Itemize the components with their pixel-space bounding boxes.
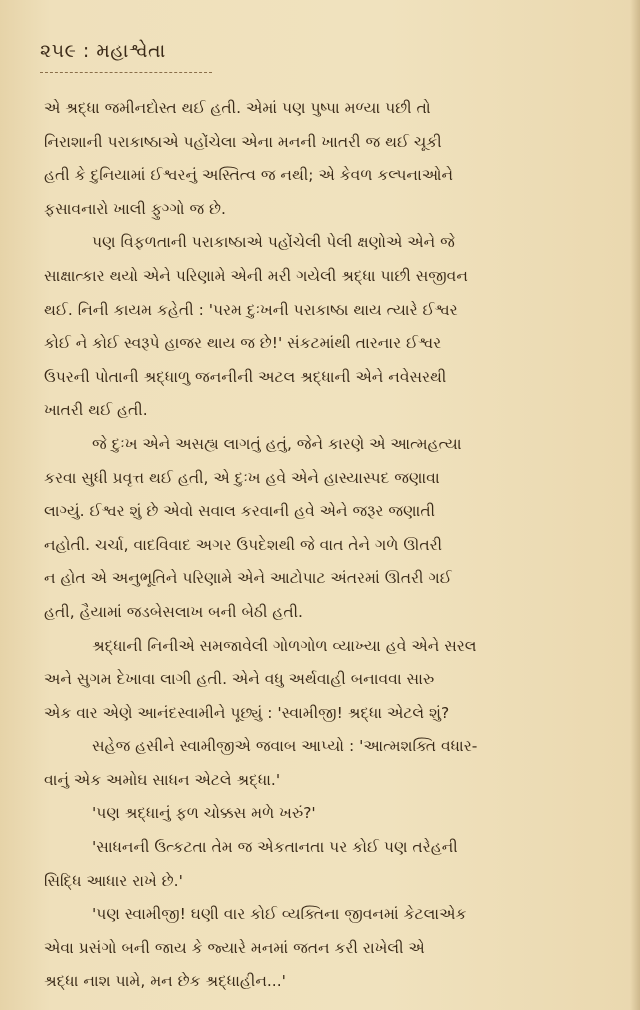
paragraph-7: 'સાધનની ઉત્કટતા તેમ જ એકતાનતા પર કોઈ પણ તરેહની સિદ્ધિ આધાર રાખે છે.': [44, 838, 458, 890]
running-head: ૨૫૯ : મહાશ્વેતા: [40, 40, 166, 62]
paragraph-8: 'પણ સ્વામીજી! ઘણી વાર કોઈ વ્યક્તિના જીવનમાં કેટલાએક એવા પ્રસંગો બની જાય કે જ્યારે મનમાં જતન કરી રાખેલી એ શ્રદ્ધા નાશ પામે, મન છેક શ્રદ્ધાહીન...': [44, 905, 467, 991]
body-text: [44, 92, 604, 999]
paragraph-1: એ શ્રદ્ધા જમીનદોસ્ત થઈ હતી. એમાં પણ પુષ્પા મળ્યા પછી તો નિરાશાની પરાકાષ્ઠાએ પહોંચેલા એના મનની ખાતરી જ થઈ ચૂકી હતી કે દુનિયામાં ઈશ્વરનું અસ્તિત્વ જ નથી; એ કેવળ કલ્પનાઓને ફસાવનારો ખાલી ફુગ્ગો જ છે.: [44, 99, 454, 218]
paragraph-4: શ્રદ્ધાની નિનીએ સમજાવેલી ગોળગોળ વ્યાખ્યા હવે એને સરલ અને સુગમ દેખાવા લાગી હતી. એને વધુ અર્થવાહી બનાવવા સારુ એક વાર એણે આનંદસ્વામીને પૂછ્યું : 'સ્વામીજી! શ્રદ્ધા એટલે શું?: [44, 636, 477, 722]
paragraph-5: સહેજ હસીને સ્વામીજીએ જવાબ આપ્યો : 'આત્મશક્તિ વધાર- વાનું એક અમોઘ સાધન એટલે શ્રદ્ધા.': [44, 737, 478, 789]
paragraph-6: 'પણ શ્રદ્ધાનું ફળ ચોક્કસ મળે ખરું?': [92, 804, 316, 823]
paragraph-3: જે દુઃખ એને અસહ્ય લાગતું હતું, જેને કારણે એ આત્મહત્યા કરવા સુધી પ્રવૃત્ત થઈ હતી, એ દુઃખ હવે એને હાસ્યાસ્પદ જણાવા લાગ્યું. ઈશ્વર શું છે એવો સવાલ કરવાની હવે એને જરૂર જણાતી નહોતી. ચર્ચા, વાદવિવાદ અગર ઉપદેશથી જે વાત તેને ગળે ઊતરી ન હોત એ અનુભૂતિને પરિણામે એને આટોપાટ અંતરમાં ઊતરી ગઈ હતી, હૈયામાં જડબેસલાખ બની બેઠી હતી.: [44, 434, 462, 621]
header-underline: [40, 72, 212, 73]
paragraph-2: પણ વિફળતાની પરાકાષ્ઠાએ પહોંચેલી પેલી ક્ષણોએ એને જે સાક્ષાત્કાર થયો એને પરિણામે એની મરી ગયેલી શ્રદ્ધા પાછી સજીવન થઈ. નિની કાયમ કહેતી : 'પરમ દુઃખની પરાકાષ્ઠા થાય ત્યારે ઈશ્વર કોઈ ને કોઈ સ્વરૂપે હાજર થાય જ છે!' સંકટમાંથી તારનાર ઈશ્વર ઉપરની પોતાની શ્રદ્ધાળુ જનનીની અટલ શ્રદ્ધાની એને નવેસરથી ખાતરી થઈ હતી.: [44, 233, 468, 420]
